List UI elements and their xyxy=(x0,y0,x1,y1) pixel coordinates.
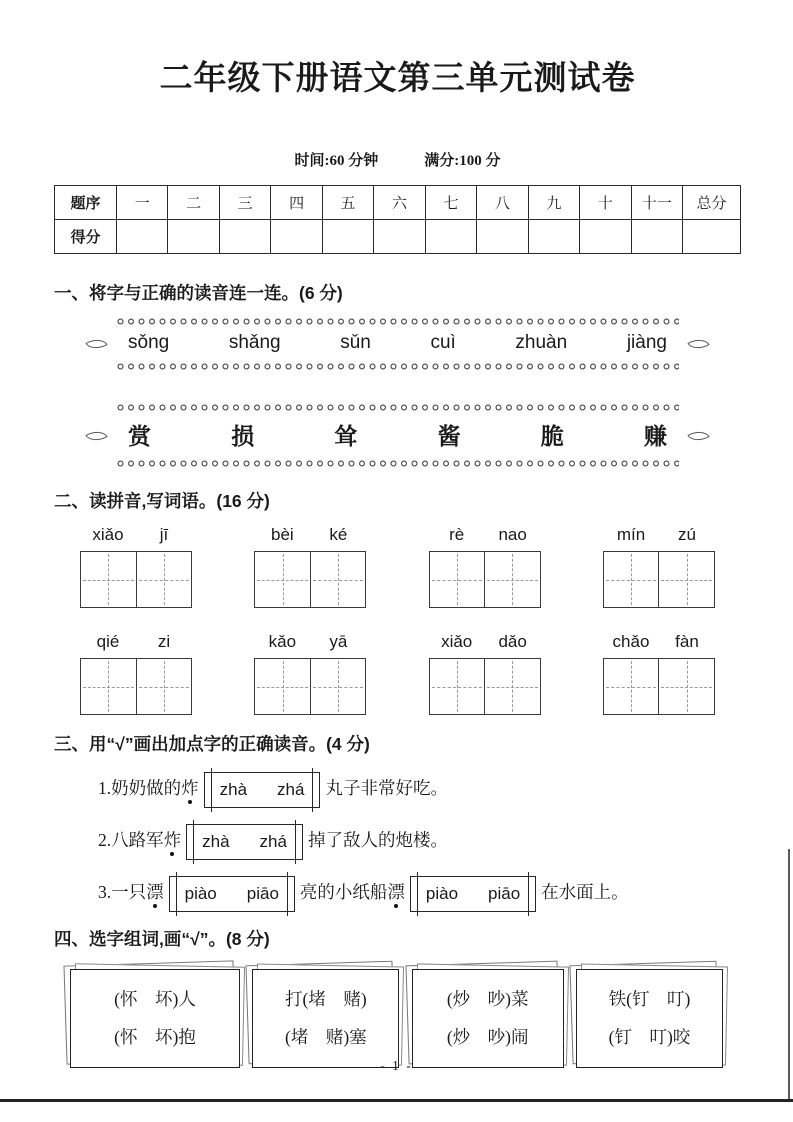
section2-heading: 二、读拼音,写词语。(16 分) xyxy=(54,491,270,511)
score-cell xyxy=(631,220,682,254)
word-block xyxy=(254,525,366,608)
choice-line: (炒 吵)菜 xyxy=(446,989,529,1009)
pinyin-options-row xyxy=(128,332,667,354)
writing-cell xyxy=(137,551,193,608)
score-cell xyxy=(168,220,219,254)
word-pinyin: xiǎo jī xyxy=(92,525,169,544)
section-1 xyxy=(54,280,741,468)
writing-grid xyxy=(80,551,192,608)
choice-card-front xyxy=(70,969,240,1068)
pinyin-scroll-banner xyxy=(80,317,715,371)
sentence-text: 亮的小纸船 xyxy=(299,882,388,903)
writing-cell xyxy=(137,658,193,715)
full-score-label: 满分:100 分 xyxy=(424,153,501,169)
score-cell xyxy=(425,220,476,254)
item-number: 2. xyxy=(98,830,112,851)
time-limit-label: 时间:60 分钟 xyxy=(294,153,379,169)
word-pinyin: chǎo fàn xyxy=(612,632,699,651)
choice-line: 打(堵 赌) xyxy=(285,989,367,1009)
pinyin-item: zhuàn xyxy=(515,332,568,353)
item-number: 1. xyxy=(98,778,112,799)
writing-grid xyxy=(80,658,192,715)
leaf-icon xyxy=(687,426,709,446)
word-block xyxy=(429,525,541,608)
section-2 xyxy=(54,488,741,715)
pronunciation-option-box xyxy=(169,876,295,912)
question-item-2 xyxy=(98,824,721,860)
scan-artifact-right-line xyxy=(788,849,790,1099)
score-row-label: 得分 xyxy=(55,220,117,254)
writing-grid xyxy=(603,658,715,715)
character-item: 赚 xyxy=(643,424,667,449)
sentence-text: 一只 xyxy=(111,882,147,903)
pinyin-item: jiàng xyxy=(626,332,667,353)
writing-cell xyxy=(603,658,660,715)
writing-grid xyxy=(429,658,541,715)
score-table xyxy=(54,185,741,254)
score-cell xyxy=(322,220,373,254)
word-pinyin: kǎo yā xyxy=(268,632,348,651)
section-4 xyxy=(54,926,741,1068)
character-options-row xyxy=(128,418,667,451)
word-choice-cards xyxy=(70,969,723,1068)
score-cell xyxy=(117,220,168,254)
leaf-icon xyxy=(687,334,709,354)
writing-cell xyxy=(659,551,715,608)
leaf-icon xyxy=(85,334,107,354)
page-title: 二年级下册语文第三单元测试卷 xyxy=(159,59,636,96)
score-cell xyxy=(528,220,579,254)
score-cell xyxy=(219,220,270,254)
choice-card-front xyxy=(576,969,723,1068)
choice-line: (堵 赌)塞 xyxy=(285,1026,367,1047)
choice-card-front xyxy=(412,969,564,1068)
score-cell xyxy=(374,220,425,254)
score-col-10: 十 xyxy=(580,186,631,220)
section3-items xyxy=(98,772,721,912)
section1-heading: 一、将字与正确的读音连一连。(6 分) xyxy=(54,283,343,303)
pinyin-item: sǔn xyxy=(340,332,371,353)
writing-grid xyxy=(429,551,541,608)
score-table-header-row xyxy=(55,186,741,220)
writing-cell xyxy=(485,551,541,608)
pronunciation-option-box xyxy=(204,772,321,808)
score-col-total: 总分 xyxy=(683,186,741,220)
writing-cell xyxy=(311,551,367,608)
leaf-icon xyxy=(85,426,107,446)
section3-heading: 三、用“√”画出加点字的正确读音。(4 分) xyxy=(54,734,370,754)
writing-cell xyxy=(429,551,486,608)
writing-cell xyxy=(311,658,367,715)
section-3 xyxy=(54,731,741,912)
pinyin-item: cuì xyxy=(430,332,456,353)
option-pinyin: piāo xyxy=(488,884,521,903)
word-block xyxy=(429,632,541,715)
dotted-character: 漂 xyxy=(387,879,405,904)
writing-cell xyxy=(254,551,311,608)
word-block xyxy=(254,632,366,715)
score-table-score-row xyxy=(55,220,741,254)
word-pinyin: bèi ké xyxy=(270,525,348,544)
word-block xyxy=(603,525,715,608)
option-pinyin: zhà xyxy=(202,832,230,851)
word-block xyxy=(80,525,192,608)
sentence-text: 在水面上。 xyxy=(541,882,629,903)
writing-grid xyxy=(603,551,715,608)
choice-line: (炒 吵)闹 xyxy=(446,1026,529,1047)
section4-heading: 四、选字组词,画“√”。(8 分) xyxy=(54,929,270,949)
question-item-3 xyxy=(98,876,721,912)
word-pinyin: xiǎo dǎo xyxy=(441,632,527,651)
score-col-4: 四 xyxy=(271,186,322,220)
score-col-5: 五 xyxy=(322,186,373,220)
score-col-6: 六 xyxy=(374,186,425,220)
writing-cell xyxy=(485,658,541,715)
choice-card-4 xyxy=(576,969,723,1068)
score-cell xyxy=(683,220,741,254)
word-pinyin: mín zú xyxy=(616,525,696,544)
character-item: 脆 xyxy=(540,424,564,449)
word-block xyxy=(603,632,715,715)
option-pinyin: piào xyxy=(184,884,217,903)
writing-cell xyxy=(603,551,660,608)
option-pinyin: zhà xyxy=(219,780,248,799)
sentence-text: 掉了敌人的炮楼。 xyxy=(307,830,448,851)
score-col-7: 七 xyxy=(425,186,476,220)
question-item-1 xyxy=(98,772,721,808)
score-col-3: 三 xyxy=(219,186,270,220)
word-pinyin: rè nao xyxy=(449,525,527,544)
sentence-text: 丸子非常好吃。 xyxy=(325,778,448,799)
sentence-text: 奶奶做的 xyxy=(111,778,182,799)
choice-line: (钉 叮)咬 xyxy=(608,1026,691,1047)
pinyin-writing-row-2 xyxy=(80,632,715,715)
pinyin-item: shǎng xyxy=(228,332,281,353)
writing-cell xyxy=(254,658,311,715)
option-pinyin: zhá xyxy=(259,832,287,851)
score-col-9: 九 xyxy=(528,186,579,220)
writing-cell xyxy=(659,658,715,715)
score-col-11: 十一 xyxy=(631,186,682,220)
score-col-1: 一 xyxy=(117,186,168,220)
character-item: 酱 xyxy=(437,424,461,449)
choice-line: (怀 坏)抱 xyxy=(114,1026,196,1047)
dotted-character: 炸 xyxy=(181,775,199,800)
score-cell xyxy=(580,220,631,254)
writing-grid xyxy=(254,658,366,715)
score-cell xyxy=(477,220,528,254)
pronunciation-option-box xyxy=(410,876,536,912)
score-table-corner: 题序 xyxy=(55,186,117,220)
character-item: 耸 xyxy=(334,424,358,449)
dotted-character: 漂 xyxy=(146,879,164,904)
item-number: 3. xyxy=(98,882,112,903)
writing-grid xyxy=(254,551,366,608)
sentence-text: 八路军 xyxy=(111,830,164,851)
option-pinyin: piào xyxy=(425,884,459,903)
choice-line: (怀 坏)人 xyxy=(114,989,196,1009)
option-pinyin: piāo xyxy=(246,884,279,903)
scan-artifact-bottom-line xyxy=(0,1099,793,1102)
choice-card-2 xyxy=(252,969,399,1068)
writing-cell xyxy=(80,658,137,715)
character-item: 赏 xyxy=(128,424,151,449)
choice-card-3 xyxy=(412,969,564,1068)
option-pinyin: zhá xyxy=(277,780,305,799)
score-col-8: 八 xyxy=(477,186,528,220)
pinyin-writing-row-1 xyxy=(80,525,715,608)
choice-line: 铁(钉 叮) xyxy=(608,989,691,1009)
score-cell xyxy=(271,220,322,254)
dotted-character: 炸 xyxy=(164,827,182,852)
paper-meta xyxy=(54,149,741,170)
word-pinyin: qié zi xyxy=(96,632,171,651)
writing-cell xyxy=(429,658,486,715)
character-scroll-banner xyxy=(80,403,715,468)
choice-card-front xyxy=(252,969,399,1068)
score-col-2: 二 xyxy=(168,186,219,220)
pronunciation-option-box xyxy=(186,824,303,860)
word-block xyxy=(80,632,192,715)
choice-card-1 xyxy=(70,969,240,1068)
pinyin-item: sǒng xyxy=(128,332,170,353)
page-number: - 1 - xyxy=(380,1058,413,1073)
writing-cell xyxy=(80,551,137,608)
character-item: 损 xyxy=(231,424,255,449)
